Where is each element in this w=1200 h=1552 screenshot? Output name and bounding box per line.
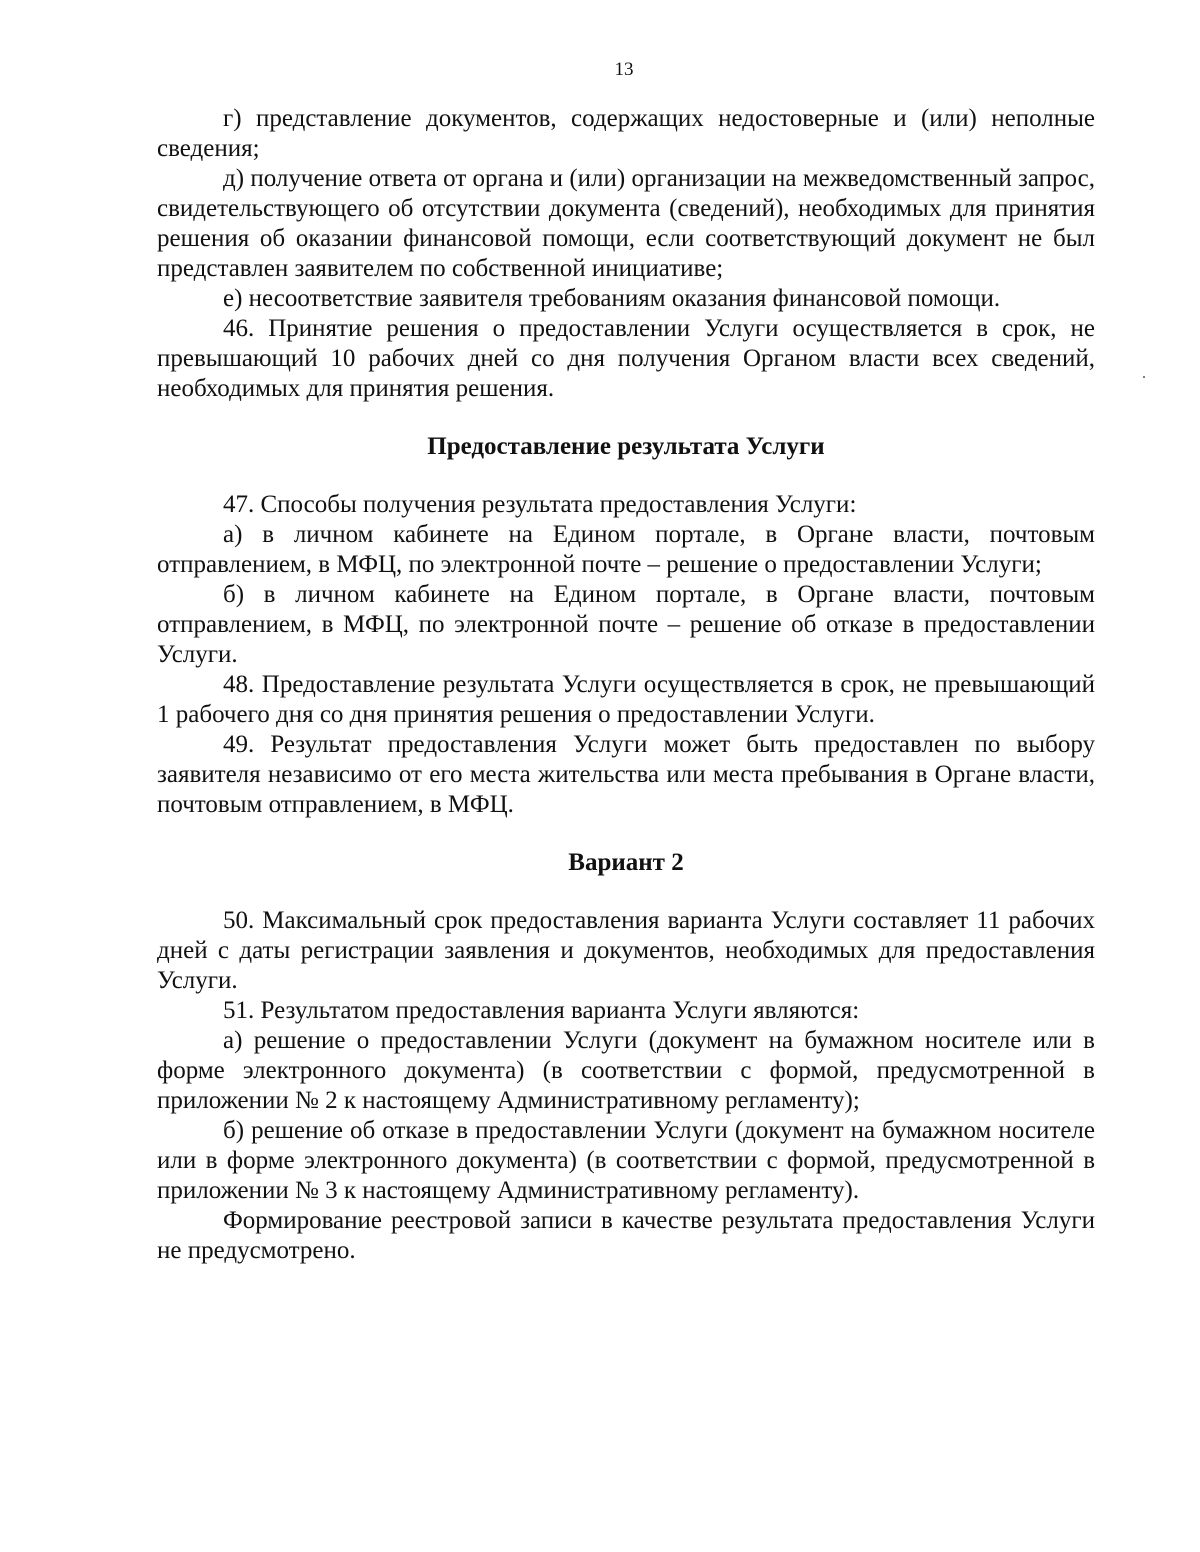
clause-51-a: а) решение о предоставлении Услуги (документ на бумажном носителе или в форме электронного документа) (в соответствии с формой, предусмотренной в приложении № 2 к настоящему Административному регламенту); — [157, 1027, 1095, 1114]
clause-47-b: б) в личном кабинете на Едином портале, в Органе власти, почтовым отправлением, в МФЦ, по электронной почте – решение об отказе в предоставлении Услуги. — [157, 581, 1095, 668]
scan-speck — [1143, 376, 1145, 378]
clause-51: 51. Результатом предоставления варианта Услуги являются: — [223, 997, 860, 1024]
spacer — [157, 820, 1095, 848]
clause-47-a: а) в личном кабинете на Едином портале, в Органе власти, почтовым отправлением, в МФЦ, по электронной почте – решение о предоставлении Услуги; — [157, 521, 1095, 578]
document-body — [157, 104, 1095, 1266]
section-heading-variant: Вариант 2 — [568, 849, 684, 876]
clause-51-b: б) решение об отказе в предоставлении Услуги (документ на бумажном носителе или в форме электронного документа) (в соответствии с формой, предусмотренной в приложении № 3 к настоящему Административному регламенту). — [157, 1117, 1095, 1204]
page-number: 13 — [614, 59, 634, 80]
clause-49: 49. Результат предоставления Услуги может быть предоставлен по выбору заявителя независимо от его места жительства или места пребывания в Органе власти, почтовым отправлением, в МФЦ. — [157, 731, 1095, 818]
spacer — [157, 404, 1095, 432]
section-heading-result: Предоставление результата Услуги — [427, 433, 825, 460]
item-g: г) представление документов, содержащих недостоверные и (или) неполные сведения; — [157, 105, 1095, 162]
item-d: д) получение ответа от органа и (или) организации на межведомственный запрос, свидетельствующего об отсутствии документа (сведений), необходимых для принятия решения об оказании финансовой помощи, если соответствующий документ не был представлен заявителем по собственной инициативе; — [157, 165, 1095, 282]
spacer — [157, 462, 1095, 490]
clause-48: 48. Предоставление результата Услуги осуществляется в срок, не превышающий 1 рабочего дня со дня принятия решения о предоставлении Услуги. — [157, 671, 1095, 728]
clause-50: 50. Максимальный срок предоставления варианта Услуги составляет 11 рабочих дней с даты регистрации заявления и документов, необходимых для предоставления Услуги. — [157, 907, 1095, 994]
spacer — [157, 878, 1095, 906]
clause-46: 46. Принятие решения о предоставлении Услуги осуществляется в срок, не превышающий 10 рабочих дней со дня получения Органом власти всех сведений, необходимых для принятия решения. — [157, 315, 1095, 402]
clause-47: 47. Способы получения результата предоставления Услуги: — [223, 491, 857, 518]
registry-note: Формирование реестровой записи в качестве результата предоставления Услуги не предусмотрено. — [157, 1207, 1095, 1264]
item-e: е) несоответствие заявителя требованиям оказания финансовой помощи. — [223, 285, 1001, 312]
